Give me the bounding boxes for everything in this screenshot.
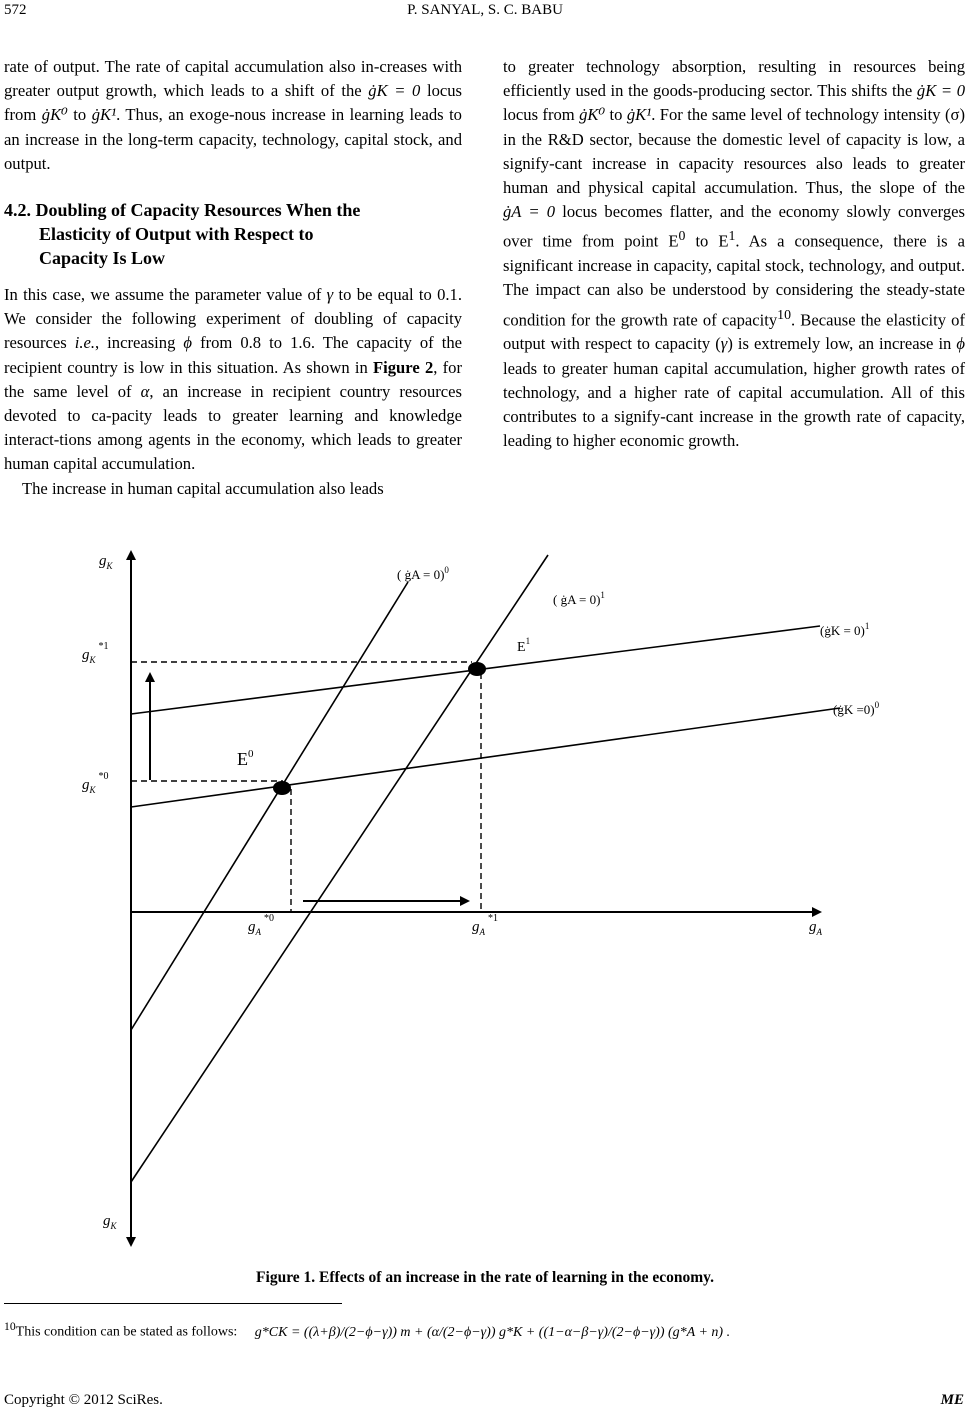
ga-star1-label: $g_A^{*1}$ — [472, 913, 498, 937]
left-paragraph-3: The increase in human capital accumulation also leads — [22, 478, 384, 498]
section-number: 4.2. — [4, 200, 31, 220]
gk-star0-label: $g_K^{*0}$ — [82, 771, 109, 795]
gk-locus-0-label: (ġK =0)$^0$ — [833, 700, 880, 717]
figure-diagram — [0, 540, 970, 1270]
figure-caption: Figure 1. Effects of an increase in the rate of learning in the economy. — [256, 1269, 714, 1286]
footnote-mark: 10 — [4, 1320, 16, 1333]
math-gk-dot-zero-r: ġK = 0 — [916, 81, 966, 101]
left-paragraph-1: rate of output. The rate of capital accumulation also in-creases with greater output growth, which leads to a shift of the ġK = 0 locus from ġK⁰ to ġK¹. Thus, an exoge-nous increase in learning leads to an increase in the long-term capacity, technology, capital stock, and output. — [4, 57, 463, 173]
copyright: Copyright © 2012 SciRes. — [4, 1392, 163, 1408]
equilibrium-e0-dot — [273, 781, 291, 795]
gk-star1-label: $g_K^{*1}$ — [82, 641, 109, 665]
bottom-axis-label: $g_K$ — [103, 1213, 117, 1231]
ga-locus-0-label: ( ġA = 0)$^0$ — [397, 565, 449, 582]
section-heading: 4.2. Doubling of Capacity Resources When the Elasticity of Output with Respect to Capacity Is Low — [4, 200, 361, 268]
ga-locus-1-line — [131, 555, 548, 1182]
y-axis-label: $g_K$ — [99, 553, 113, 571]
ga-star0-label: $g_A^{*0}$ — [248, 913, 274, 937]
math-gk0-r: ġK⁰ — [579, 105, 606, 125]
journal-abbrev: ME — [940, 1392, 964, 1408]
figure-reference[interactable]: Figure 2 — [373, 357, 434, 377]
footnote-ref[interactable]: 10 — [777, 306, 791, 322]
page-number: 572 — [4, 2, 27, 18]
equilibrium-e1-dot — [468, 662, 486, 676]
e1-label: $E^1$ — [517, 636, 531, 655]
ga-locus-0-line — [131, 582, 408, 1030]
footnote-equation: g*CK = ((λ+β)/(2−ϕ−γ)) m + (α/(2−ϕ−γ)) g*K + ((1−α−β−γ)/(2−ϕ−γ)) (g*A + n) . — [254, 1324, 731, 1340]
x-axis-label: $g_A$ — [809, 919, 822, 937]
ga-locus-1-label: ( ġA = 0)$^1$ — [553, 590, 605, 607]
math-gk1: ġK¹ — [91, 105, 117, 125]
left-paragraph-2: In this case, we assume the parameter value of γ to be equal to 0.1. We consider the following experiment of doubling of capacity resources i.e., increasing ϕ from 0.8 to 1.6. The capacity of the recipient country is low in this situation. As shown in Figure 2, for the same level of α, an increase in recipient country resources devoted to ca-pacity leads to greater learning and knowledge interact-tions among agents in the economy, which leads to greater human capital accumulation. The increase in human capital accumulation also leads — [4, 283, 462, 501]
math-gk1-r: ġK¹ — [626, 105, 652, 125]
math-gk0: ġK⁰ — [41, 105, 68, 125]
gk-locus-1-label: (ġK = 0)$^1$ — [820, 621, 870, 638]
figure-1 — [0, 540, 970, 1270]
page-header — [0, 2, 970, 22]
math-gk-dot-zero: ġK = 0 — [368, 81, 421, 101]
footnote: $^{10}$This condition can be stated as follows: g*CK = ((λ+β)/(2−ϕ−γ)) m + (α/(2−ϕ−γ)) g*K + ((1−α−β−γ)/(2−ϕ−γ)) (g*A + n) . — [4, 1320, 731, 1340]
e0-label: $E^0$ — [237, 748, 254, 769]
running-authors: P. SANYAL, S. C. BABU — [407, 2, 563, 18]
right-paragraph-1: to greater technology absorption, resulting in resources being efficiently used in the goods-producing sector. This shifts the ġK = 0 locus from ġK⁰ to ġK¹. For the same level of technology intensity (σ) in the R&D sector, because the domestic level of capacity is low, a signify-cant increase in capacity resources also leads to greater human and physical capital accumulation. Thus, the slope of the ġA = 0 locus becomes flatter, and the economy slowly converges over time from point $E^0$ to $E^1$. As a consequence, there is a significant increase in capacity, capital stock, technology, and output. The impact can also be understood by considering the steady-state condition for the growth rate of capacity$^{10}$. Because the elasticity of output with respect to capacity (γ) is extremely low, an increase in ϕ leads to greater human capital accumulation, higher growth rates of technology, and a higher rate of capital accumulation. All of this contributes to a signify-cant increase in the growth rate of capacity, leading to higher economic growth. — [503, 57, 966, 451]
footnote-rule — [4, 1303, 342, 1304]
math-ga-dot-zero: ġA = 0 — [503, 202, 556, 222]
